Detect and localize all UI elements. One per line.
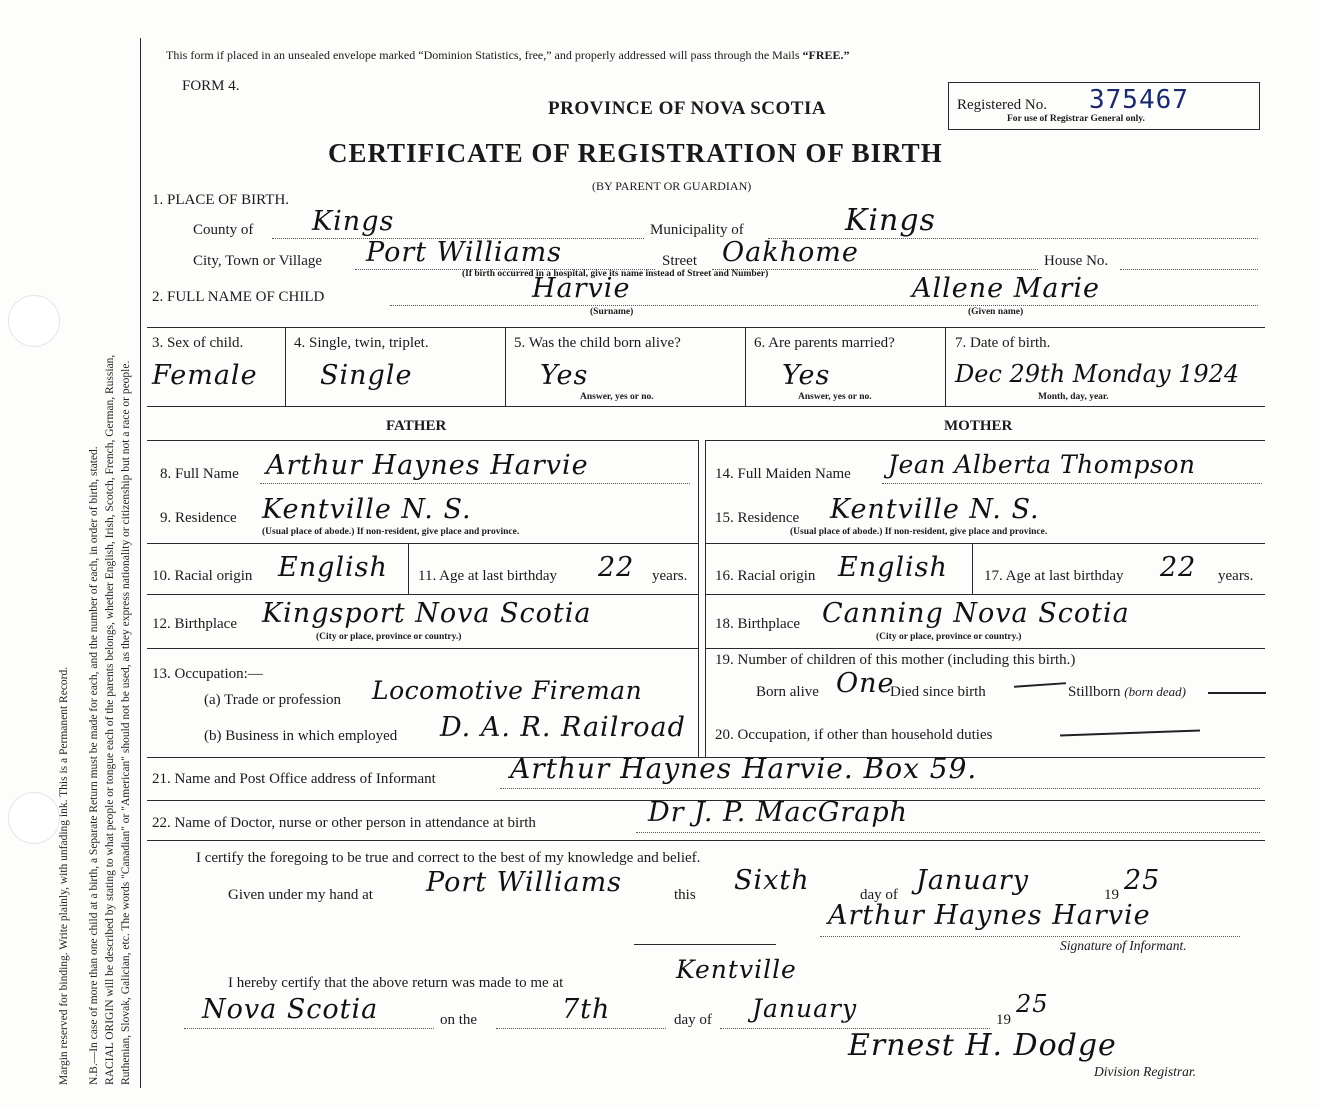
age-divider-mother — [972, 543, 973, 594]
certify-year-prefix: 19 — [1104, 887, 1119, 903]
father-age-unit: years. — [652, 568, 688, 584]
city-label: City, Town or Village — [193, 253, 323, 269]
given-name-caption: (Given name) — [968, 307, 1024, 317]
certificate-title: CERTIFICATE OF REGISTRATION OF BIRTH — [328, 138, 943, 168]
doctor-label: 22. Name of Doctor, nurse or other person in attendance at birth — [152, 815, 536, 831]
col-rule-7 — [945, 327, 946, 406]
trade-label: (a) Trade or profession — [204, 692, 342, 708]
row-rule-1 — [147, 327, 1265, 328]
father-name-value: Arthur Haynes Harvie — [266, 450, 589, 481]
certify-divider — [634, 944, 776, 945]
certify-year-value: 25 — [1124, 865, 1161, 896]
sex-label: 3. Sex of child. — [152, 335, 244, 351]
street-value: Oakhome — [722, 237, 859, 268]
registrar-day-of-label: day of — [674, 1012, 712, 1028]
registrar-signature: Ernest H. Dodge — [848, 1028, 1117, 1063]
child-surname-value: Harvie — [532, 273, 631, 304]
informant-signature-caption: Signature of Informant. — [1060, 938, 1187, 953]
mother-birthplace-value: Canning Nova Scotia — [822, 598, 1130, 629]
died-since-birth-dash — [1014, 682, 1066, 688]
registrar-general-note: For use of Registrar General only. — [1007, 114, 1145, 124]
house-number-line — [1120, 269, 1258, 270]
certificate-subtitle: (BY PARENT OR GUARDIAN) — [592, 179, 752, 193]
municipality-value: Kings — [845, 203, 936, 238]
registrar-year-prefix: 19 — [996, 1012, 1011, 1028]
registrar-day-line — [496, 1028, 666, 1029]
parents-rule-3m — [705, 594, 1265, 595]
margin-note-racial-origin-2: Ruthenian, Slovak, Galician, etc. The words "Canadian" or "American" should not be used, as they express nationality or citizenship but not a race or people. — [120, 360, 132, 1085]
father-name-line — [260, 483, 690, 484]
mother-age-label: 17. Age at last birthday — [984, 568, 1124, 584]
child-name-label: 2. FULL NAME OF CHILD — [152, 289, 325, 305]
stillborn-label — [1068, 684, 1186, 701]
mother-racial-label: 16. Racial origin — [715, 568, 816, 584]
informant-line — [500, 788, 1260, 789]
dob-label: 7. Date of birth. — [955, 335, 1051, 351]
certify-day-of-label: day of — [860, 887, 898, 903]
parents-rule-2 — [147, 543, 699, 544]
registered-label: Registered No. — [957, 97, 1047, 113]
margin-note-racial-origin-1: RACIAL ORIGIN will be described by stating to what people or tongue each of the parents belongs, whether English, Irish, Scotch, French, German, Russian, — [104, 354, 116, 1085]
stillborn-note: (born dead) — [1124, 684, 1187, 699]
occupation-label: 13. Occupation:— — [152, 666, 263, 682]
sex-value: Female — [152, 360, 258, 391]
registrar-province-line — [184, 1028, 434, 1029]
father-birthplace-value: Kingsport Nova Scotia — [262, 598, 592, 629]
registrar-place-value: Kentville — [676, 955, 797, 984]
mail-note-free: “FREE.” — [802, 48, 850, 62]
children-count-label: 19. Number of children of this mother (including this birth.) — [715, 652, 1076, 668]
margin-note-multiple-births: N.B.—In case of more than one child at a birth, a Separate Return must be made for each, and the number of each, in order of birth, stated. — [88, 446, 100, 1085]
mother-occupation-dash — [1060, 730, 1200, 737]
center-divider — [698, 440, 699, 757]
punch-hole-bottom — [8, 792, 60, 844]
certify-this-label: this — [674, 887, 696, 903]
registered-number: 375467 — [1089, 85, 1189, 115]
informant-signature: Arthur Haynes Harvie — [828, 900, 1151, 931]
married-caption: Answer, yes or no. — [798, 392, 872, 402]
trade-value: Locomotive Fireman — [372, 676, 643, 705]
mail-note-text: This form if placed in an unsealed envelope marked “Dominion Statistics, free,” and properly addressed will pass through the Mails — [166, 48, 803, 62]
born-alive-count-value: One — [836, 668, 895, 699]
place-heading: 1. PLACE OF BIRTH. — [152, 192, 290, 208]
form-number: FORM 4. — [182, 78, 240, 94]
informant-signature-line — [820, 936, 1240, 937]
doctor-line — [636, 832, 1260, 833]
died-since-birth-label: Died since birth — [890, 684, 986, 700]
surname-caption: (Surname) — [590, 307, 634, 317]
row-rule-2 — [147, 406, 1265, 407]
certify-day-value: Sixth — [734, 865, 810, 896]
margin-rule — [140, 38, 141, 1088]
father-name-label: 8. Full Name — [160, 466, 239, 482]
business-label: (b) Business in which employed — [204, 728, 398, 744]
informant-value: Arthur Haynes Harvie. Box 59. — [510, 752, 978, 785]
mail-note — [166, 48, 850, 63]
age-divider-father — [408, 543, 409, 594]
married-value: Yes — [782, 360, 831, 391]
stillborn-label-text: Stillborn — [1068, 684, 1121, 700]
business-value: D. A. R. Railroad — [440, 712, 686, 743]
given-under-label: Given under my hand at — [228, 887, 373, 903]
born-alive-caption: Answer, yes or no. — [580, 392, 654, 402]
mother-residence-label: 15. Residence — [715, 510, 800, 526]
parents-rule-4m — [705, 648, 1265, 649]
father-birthplace-label: 12. Birthplace — [152, 616, 237, 632]
col-rule-5 — [505, 327, 506, 406]
registrar-signature-caption: Division Registrar. — [1094, 1064, 1197, 1079]
certify-month-value: January — [916, 865, 1029, 896]
registrar-statement: I hereby certify that the above return was made to me at — [228, 975, 564, 991]
street-label: Street — [662, 253, 697, 269]
mother-age-value: 22 — [1160, 552, 1197, 583]
mother-occupation-label: 20. Occupation, if other than household duties — [715, 727, 993, 743]
col-rule-6 — [745, 327, 746, 406]
married-label: 6. Are parents married? — [754, 335, 895, 351]
given-place-value: Port Williams — [426, 867, 623, 898]
house-number-label: House No. — [1044, 253, 1109, 269]
center-divider-2 — [705, 440, 706, 757]
mother-name-line — [882, 483, 1262, 484]
margin-note-binding: Margin reserved for binding. Write plainly, with unfading ink. This is a Permanent Record. — [58, 666, 70, 1085]
province-heading: PROVINCE OF NOVA SCOTIA — [548, 98, 827, 119]
county-label: County of — [193, 222, 254, 238]
born-alive-label: 5. Was the child born alive? — [514, 335, 681, 351]
mother-residence-caption: (Usual place of abode.) If non-resident, give place and province. — [790, 527, 1048, 537]
mother-heading: MOTHER — [944, 418, 1013, 434]
parents-rule-2m — [705, 543, 1265, 544]
dob-value: Dec 29th Monday 1924 — [955, 360, 1240, 388]
mother-name-label: 14. Full Maiden Name — [715, 466, 851, 482]
father-residence-caption: (Usual place of abode.) If non-resident, give place and province. — [262, 527, 520, 537]
mother-residence-value: Kentville N. S. — [830, 494, 1040, 525]
registrar-month-value: January — [752, 994, 858, 1023]
informant-label: 21. Name and Post Office address of Informant — [152, 771, 436, 787]
parents-rule-1m — [705, 440, 1265, 441]
mother-racial-value: English — [838, 552, 948, 583]
parents-rule-3 — [147, 594, 699, 595]
col-rule-4 — [285, 327, 286, 406]
father-racial-label: 10. Racial origin — [152, 568, 253, 584]
mother-birthplace-caption: (City or place, province or country.) — [876, 632, 1022, 642]
mother-age-unit: years. — [1218, 568, 1254, 584]
father-birthplace-caption: (City or place, province or country.) — [316, 632, 462, 642]
punch-hole-top — [8, 295, 60, 347]
plurality-label: 4. Single, twin, triplet. — [294, 335, 429, 351]
registered-box — [948, 82, 1260, 130]
city-value: Port Williams — [366, 237, 563, 268]
plurality-value: Single — [320, 360, 413, 391]
father-heading: FATHER — [386, 418, 447, 434]
child-given-name-value: Allene Marie — [912, 273, 1100, 304]
mother-name-value: Jean Alberta Thompson — [888, 450, 1196, 479]
registrar-day-value: 7th — [562, 994, 611, 1025]
dob-caption: Month, day, year. — [1038, 392, 1109, 402]
father-racial-value: English — [278, 552, 388, 583]
father-age-label: 11. Age at last birthday — [418, 568, 557, 584]
certify-statement: I certify the foregoing to be true and correct to the best of my knowledge and belief. — [196, 850, 701, 866]
born-alive-value: Yes — [540, 360, 589, 391]
doctor-value: Dr J. P. MacGraph — [648, 797, 908, 828]
registrar-on-label: on the — [440, 1012, 478, 1028]
hospital-note: (If birth occurred in a hospital, give its name instead of Street and Number) — [462, 269, 769, 279]
born-alive-count-label: Born alive — [756, 684, 819, 700]
parents-rule-1 — [147, 440, 699, 441]
municipality-label: Municipality of — [650, 222, 744, 238]
father-residence-label: 9. Residence — [160, 510, 237, 526]
father-residence-value: Kentville N. S. — [262, 494, 472, 525]
county-value: Kings — [312, 206, 395, 237]
registrar-province-value: Nova Scotia — [202, 994, 379, 1025]
stillborn-dash — [1208, 692, 1266, 694]
certify-rule — [147, 840, 1265, 841]
mother-birthplace-label: 18. Birthplace — [715, 616, 800, 632]
parents-rule-4 — [147, 648, 699, 649]
father-age-value: 22 — [598, 552, 635, 583]
child-name-line — [390, 305, 1258, 306]
registrar-year-value: 25 — [1016, 990, 1049, 1018]
